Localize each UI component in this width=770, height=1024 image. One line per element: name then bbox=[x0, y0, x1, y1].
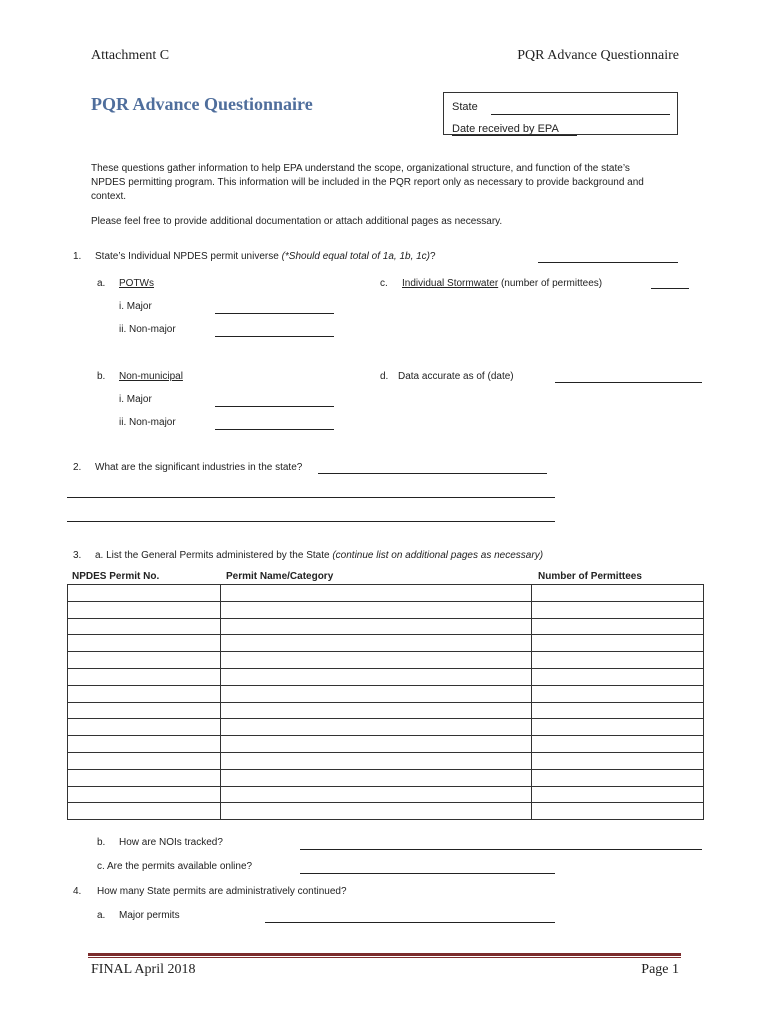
q1-number: 1. bbox=[73, 251, 82, 262]
table-row bbox=[68, 769, 704, 786]
table-row bbox=[68, 786, 704, 803]
table-cell[interactable] bbox=[221, 752, 532, 769]
col-header-num-permittees: Number of Permittees bbox=[538, 571, 642, 582]
table-cell[interactable] bbox=[221, 635, 532, 652]
q1a-major-label: i. Major bbox=[119, 301, 152, 312]
table-cell[interactable] bbox=[68, 719, 221, 736]
table-cell[interactable] bbox=[68, 752, 221, 769]
q1-text bbox=[95, 251, 436, 262]
q1b-label: Non-municipal bbox=[119, 371, 183, 382]
q3c-answer-line[interactable] bbox=[300, 873, 555, 874]
table-cell[interactable] bbox=[221, 803, 532, 820]
col-header-permit-no: NPDES Permit No. bbox=[72, 571, 160, 582]
q3b-text: How are NOIs tracked? bbox=[119, 837, 223, 848]
table-cell[interactable] bbox=[68, 685, 221, 702]
table-row bbox=[68, 719, 704, 736]
q3a-note: (continue list on additional pages as necessary) bbox=[332, 550, 544, 561]
q4a-text: Major permits bbox=[119, 910, 180, 921]
table-cell[interactable] bbox=[532, 702, 704, 719]
state-input-line[interactable] bbox=[491, 114, 670, 115]
state-label: State bbox=[452, 101, 478, 113]
state-box bbox=[443, 92, 678, 135]
footer-rule-thick bbox=[88, 953, 681, 956]
q1a-nonmajor-field[interactable] bbox=[215, 336, 334, 337]
q1b-nonmajor-field[interactable] bbox=[215, 429, 334, 430]
table-cell[interactable] bbox=[532, 618, 704, 635]
table-cell[interactable] bbox=[221, 702, 532, 719]
q3b-answer-line[interactable] bbox=[300, 849, 702, 850]
q2-number: 2. bbox=[73, 462, 82, 473]
q1b-major-field[interactable] bbox=[215, 406, 334, 407]
table-cell[interactable] bbox=[221, 719, 532, 736]
q1c-text bbox=[402, 278, 602, 289]
table-cell[interactable] bbox=[68, 702, 221, 719]
date-received-line[interactable] bbox=[452, 135, 577, 136]
table-cell[interactable] bbox=[68, 803, 221, 820]
q1a-major-field[interactable] bbox=[215, 313, 334, 314]
q4a-letter: a. bbox=[97, 910, 106, 921]
intro-line-4: Please feel free to provide additional documentation or attach additional pages as necessary. bbox=[91, 216, 503, 227]
table-cell[interactable] bbox=[532, 719, 704, 736]
table-row bbox=[68, 635, 704, 652]
q3b-letter: b. bbox=[97, 837, 106, 848]
table-cell[interactable] bbox=[68, 652, 221, 669]
q1b-major-label: i. Major bbox=[119, 394, 152, 405]
table-cell[interactable] bbox=[532, 635, 704, 652]
table-cell[interactable] bbox=[221, 736, 532, 753]
q1b-letter: b. bbox=[97, 371, 106, 382]
table-row bbox=[68, 652, 704, 669]
q1c-letter: c. bbox=[380, 278, 388, 289]
q1a-letter: a. bbox=[97, 278, 106, 289]
table-cell[interactable] bbox=[532, 752, 704, 769]
page-title: PQR Advance Questionnaire bbox=[91, 94, 313, 114]
q2-text: What are the significant industries in the state? bbox=[95, 462, 303, 473]
q1c-label: Individual Stormwater bbox=[402, 278, 499, 289]
table-cell[interactable] bbox=[221, 786, 532, 803]
q1-total-field[interactable] bbox=[538, 262, 678, 263]
table-row bbox=[68, 803, 704, 820]
table-cell[interactable] bbox=[68, 635, 221, 652]
table-cell[interactable] bbox=[221, 668, 532, 685]
q1a-nonmajor-label: ii. Non-major bbox=[119, 324, 176, 335]
date-received-label: Date received by EPA bbox=[452, 123, 559, 135]
table-cell[interactable] bbox=[221, 769, 532, 786]
q2-answer-line-2[interactable] bbox=[67, 497, 555, 498]
table-cell[interactable] bbox=[532, 786, 704, 803]
intro-line-1: These questions gather information to help EPA understand the scope, organizational structure, and function of the state’s bbox=[91, 163, 630, 174]
q1c-suffix: (number of permittees) bbox=[500, 278, 603, 289]
q4-number: 4. bbox=[73, 886, 82, 897]
q1-note: (*Should equal total of 1a, 1b, 1c) bbox=[281, 251, 431, 262]
table-cell[interactable] bbox=[221, 601, 532, 618]
table-cell[interactable] bbox=[532, 652, 704, 669]
q1-main-text: State’s Individual NPDES permit universe bbox=[95, 251, 279, 262]
table-cell[interactable] bbox=[221, 618, 532, 635]
q1b-nonmajor-label: ii. Non-major bbox=[119, 417, 176, 428]
table-row bbox=[68, 736, 704, 753]
table-cell[interactable] bbox=[68, 786, 221, 803]
table-cell[interactable] bbox=[68, 668, 221, 685]
table-cell[interactable] bbox=[221, 685, 532, 702]
q2-answer-line-1[interactable] bbox=[318, 473, 547, 474]
q3a-main-text: a. List the General Permits administered by the State bbox=[95, 550, 330, 561]
q1d-date-field[interactable] bbox=[555, 382, 702, 383]
q1-end: ? bbox=[430, 251, 436, 262]
q3c-text: c. Are the permits available online? bbox=[97, 861, 253, 872]
header-left: Attachment C bbox=[91, 48, 170, 63]
general-permits-table bbox=[67, 584, 704, 820]
table-cell[interactable] bbox=[68, 585, 221, 602]
table-cell[interactable] bbox=[68, 736, 221, 753]
footer-page-number: Page 1 bbox=[641, 962, 679, 977]
q3a-text bbox=[95, 550, 543, 561]
table-cell[interactable] bbox=[68, 769, 221, 786]
col-header-permit-name: Permit Name/Category bbox=[226, 571, 334, 582]
table-cell[interactable] bbox=[532, 769, 704, 786]
q3-number: 3. bbox=[73, 550, 82, 561]
table-row bbox=[68, 668, 704, 685]
table-row bbox=[68, 685, 704, 702]
table-cell[interactable] bbox=[532, 585, 704, 602]
table-cell[interactable] bbox=[68, 601, 221, 618]
table-row bbox=[68, 702, 704, 719]
table-cell[interactable] bbox=[221, 585, 532, 602]
table-row bbox=[68, 752, 704, 769]
header-right: PQR Advance Questionnaire bbox=[517, 48, 679, 63]
table-cell[interactable] bbox=[532, 736, 704, 753]
q1c-field[interactable] bbox=[651, 288, 689, 289]
table-row bbox=[68, 618, 704, 635]
table-cell[interactable] bbox=[221, 652, 532, 669]
q2-answer-line-3[interactable] bbox=[67, 521, 555, 522]
table-cell[interactable] bbox=[68, 618, 221, 635]
intro-line-2: NPDES permitting program. This information will be included in the PQR report only as necessary to provide background and bbox=[91, 177, 644, 188]
table-cell[interactable] bbox=[532, 668, 704, 685]
q4-text: How many State permits are administratively continued? bbox=[97, 886, 347, 897]
table-cell[interactable] bbox=[532, 685, 704, 702]
q1d-letter: d. bbox=[380, 371, 389, 382]
table-cell[interactable] bbox=[532, 601, 704, 618]
table-row bbox=[68, 585, 704, 602]
table-row bbox=[68, 601, 704, 618]
table-cell[interactable] bbox=[532, 803, 704, 820]
footer-rule-thin bbox=[88, 957, 681, 958]
q1d-label: Data accurate as of (date) bbox=[398, 371, 514, 382]
intro-line-3: context. bbox=[91, 191, 127, 202]
q4a-answer-line[interactable] bbox=[265, 922, 555, 923]
q1a-label: POTWs bbox=[119, 278, 154, 289]
footer-left: FINAL April 2018 bbox=[91, 962, 196, 977]
